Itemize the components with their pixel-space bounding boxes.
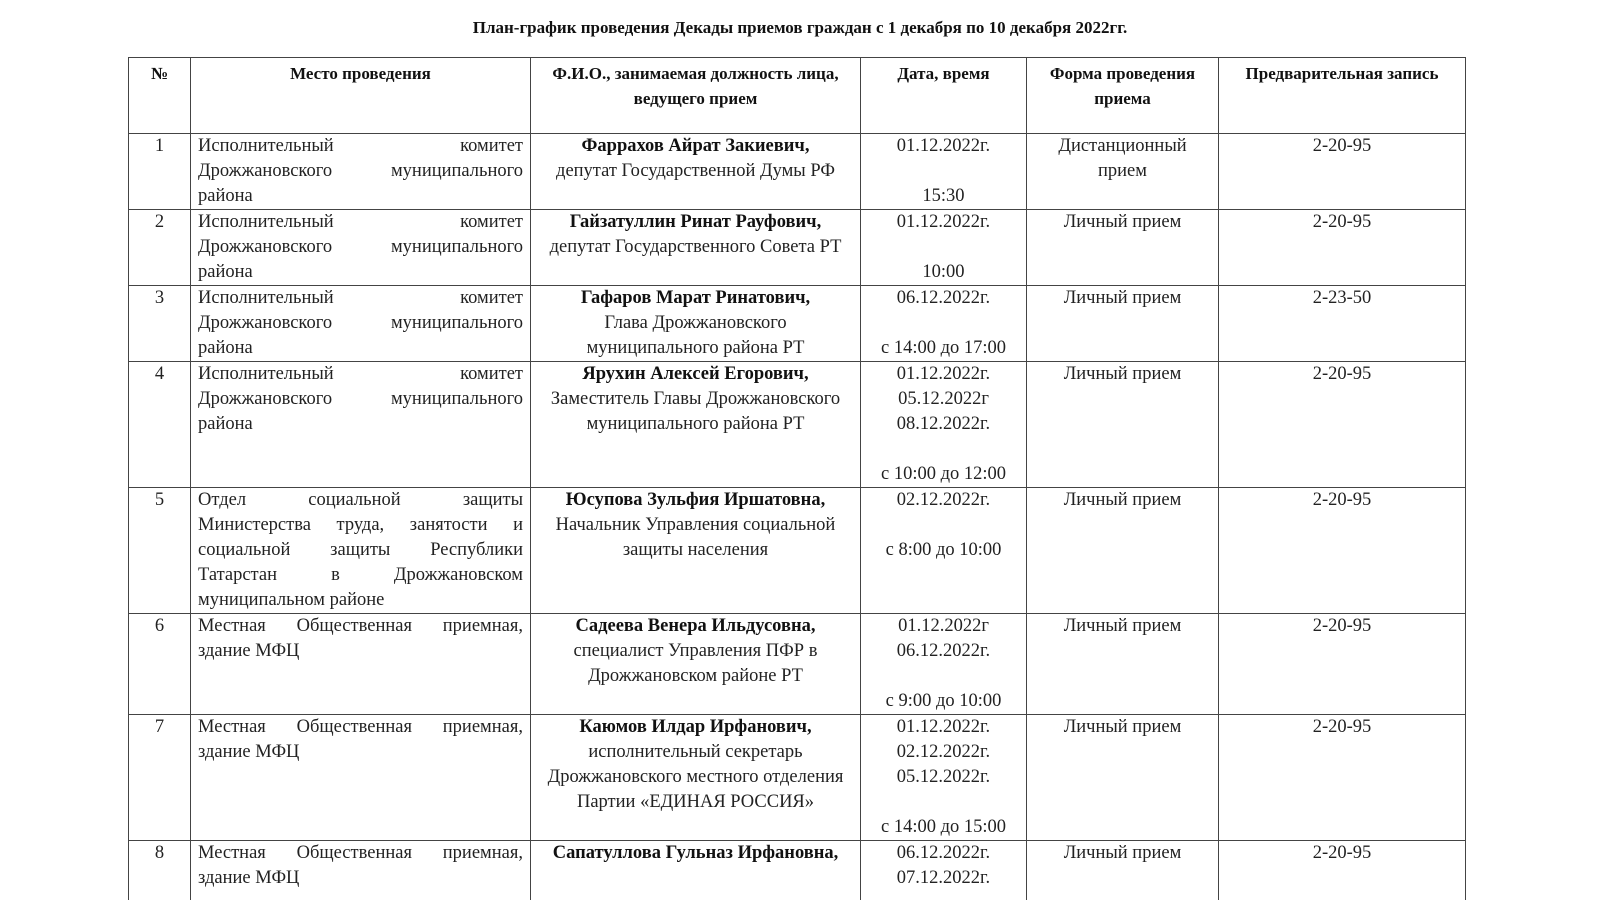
document-title: План-график проведения Декады приемов граждан с 1 декабря по 10 декабря 2022гг. (472, 18, 1128, 37)
person-name: Гайзатуллин Ринат Рауфович, (569, 212, 822, 232)
row-form: Личный прием (1027, 614, 1219, 715)
person-role: Глава Дрожжановского муниципального района РТ (586, 313, 805, 358)
table-row (129, 134, 1466, 210)
row-person (531, 134, 861, 210)
row-time: с 14:00 до 15:00 (880, 817, 1007, 837)
row-place: Исполнительный комитет Дрожжановского муниципального района (191, 362, 531, 488)
row-place: Местная Общественная приемная, здание МФЦ (191, 614, 531, 715)
header-num: № (129, 58, 191, 134)
row-time: с 14:00 до 17:00 (880, 338, 1007, 358)
row-phone: 2-20-95 (1219, 614, 1466, 715)
header-registration: Предварительная запись (1219, 58, 1466, 134)
row-phone: 2-20-95 (1219, 488, 1466, 614)
person-role: Начальник Управления социальной защиты населения (555, 515, 836, 560)
row-number: 7 (129, 715, 191, 841)
row-datetime (861, 210, 1027, 286)
row-time: 15:30 (922, 186, 965, 206)
row-form: Личный прием (1027, 488, 1219, 614)
row-phone: 2-20-95 (1219, 841, 1466, 900)
person-name: Гафаров Марат Ринатович, (580, 288, 811, 308)
row-place: Местная Общественная приемная, здание МФЦ (191, 715, 531, 841)
row-date: 05.12.2022г. (896, 767, 991, 787)
row-phone: 2-20-95 (1219, 362, 1466, 488)
row-date: 06.12.2022г. (896, 843, 991, 863)
person-name: Ярухин Алексей Егорович, (582, 364, 809, 384)
row-place: Отдел социальной защиты Министерства труда, занятости и социальной защиты Республики Татарстан в Дрожжановском муниципальном районе (191, 488, 531, 614)
person-role: Заместитель Главы Дрожжановского муниципального района РТ (550, 389, 841, 434)
row-datetime (861, 715, 1027, 841)
row-datetime (861, 134, 1027, 210)
row-person (531, 715, 861, 841)
row-date: 07.12.2022г. (896, 868, 991, 888)
row-date: 08.12.2022г. (896, 414, 991, 434)
row-number: 8 (129, 841, 191, 900)
person-name: Фаррахов Айрат Закиевич, (581, 136, 810, 156)
header-datetime: Дата, время (861, 58, 1027, 134)
row-time: с 9:00 до 10:00 (885, 691, 1002, 711)
row-person (531, 841, 861, 900)
table-row (129, 286, 1466, 362)
person-name: Каюмов Илдар Ирфанович, (579, 717, 812, 737)
row-time: с 10:00 до 12:00 (880, 464, 1007, 484)
row-date: 01.12.2022г. (896, 364, 991, 384)
row-form: Личный прием (1027, 841, 1219, 900)
row-phone: 2-20-95 (1219, 715, 1466, 841)
row-person (531, 286, 861, 362)
row-number: 4 (129, 362, 191, 488)
row-date: 02.12.2022г. (896, 742, 991, 762)
row-phone: 2-23-50 (1219, 286, 1466, 362)
row-date: 06.12.2022г. (896, 641, 991, 661)
row-datetime (861, 286, 1027, 362)
row-place: Исполнительный комитет Дрожжановского муниципального района (191, 210, 531, 286)
row-date: 01.12.2022г. (896, 717, 991, 737)
row-date: 02.12.2022г. (896, 490, 991, 510)
schedule-table (128, 57, 1466, 900)
row-person (531, 488, 861, 614)
row-person (531, 210, 861, 286)
row-form: Личный прием (1027, 362, 1219, 488)
table-row (129, 715, 1466, 841)
row-number: 3 (129, 286, 191, 362)
header-form: Форма проведения приема (1027, 58, 1219, 134)
row-datetime (861, 362, 1027, 488)
table-row (129, 210, 1466, 286)
row-form: Дистанционный прием (1027, 134, 1219, 210)
header-row (129, 58, 1466, 134)
row-datetime (861, 614, 1027, 715)
row-date: 05.12.2022г (898, 389, 989, 409)
row-form: Личный прием (1027, 715, 1219, 841)
row-phone: 2-20-95 (1219, 134, 1466, 210)
header-person: Ф.И.О., занимаемая должность лица, ведущего прием (531, 58, 861, 134)
table-row (129, 488, 1466, 614)
row-number: 5 (129, 488, 191, 614)
person-name: Юсупова Зульфия Иршатовна, (565, 490, 826, 510)
table-row (129, 614, 1466, 715)
row-place: Местная Общественная приемная, здание МФЦ (191, 841, 531, 900)
table-row (129, 362, 1466, 488)
row-date: 01.12.2022г (898, 616, 989, 636)
person-role: депутат Государственной Думы РФ (556, 161, 835, 181)
person-role: исполнительный секретарь Дрожжановского местного отделения Партии «ЕДИНАЯ РОССИЯ» (547, 742, 844, 812)
table-row (129, 841, 1466, 900)
header-place: Место проведения (191, 58, 531, 134)
row-person (531, 614, 861, 715)
row-form: Личный прием (1027, 286, 1219, 362)
row-time: с 8:00 до 10:00 (885, 540, 1002, 560)
row-number: 1 (129, 134, 191, 210)
row-place: Исполнительный комитет Дрожжановского муниципального района (191, 286, 531, 362)
row-time: 10:00 (922, 262, 965, 282)
row-form: Личный прием (1027, 210, 1219, 286)
row-phone: 2-20-95 (1219, 210, 1466, 286)
row-number: 6 (129, 614, 191, 715)
row-number: 2 (129, 210, 191, 286)
row-date: 01.12.2022г. (896, 212, 991, 232)
row-datetime (861, 841, 1027, 900)
person-name: Сапатуллова Гульназ Ирфановна, (552, 843, 839, 863)
row-date: 06.12.2022г. (896, 288, 991, 308)
person-role: депутат Государственного Совета РТ (549, 237, 842, 257)
row-place: Исполнительный комитет Дрожжановского муниципального района (191, 134, 531, 210)
row-datetime (861, 488, 1027, 614)
row-date: 01.12.2022г. (896, 136, 991, 156)
row-person (531, 362, 861, 488)
person-name: Садеева Венера Ильдусовна, (575, 616, 816, 636)
person-role: специалист Управления ПФР в Дрожжановском районе РТ (573, 641, 818, 686)
